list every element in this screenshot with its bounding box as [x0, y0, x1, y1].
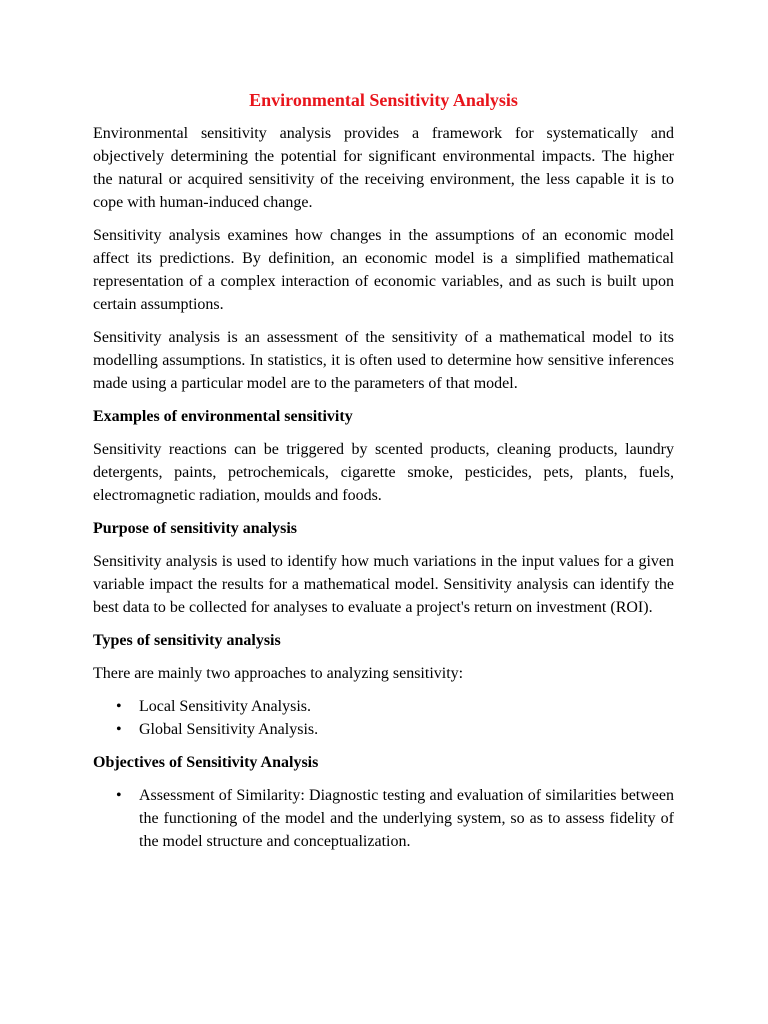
bullet-icon: • [116, 698, 122, 715]
list-item-text: Global Sensitivity Analysis. [139, 721, 319, 738]
list-item [93, 695, 674, 718]
list-item [93, 784, 674, 853]
bullet-icon: • [116, 721, 122, 738]
section-heading-types: Types of sensitivity analysis [93, 632, 281, 649]
document-page [93, 88, 674, 863]
section-heading-objectives: Objectives of Sensitivity Analysis [93, 754, 319, 771]
list-item-text: Local Sensitivity Analysis. [139, 698, 311, 715]
section-heading-purpose: Purpose of sensitivity analysis [93, 520, 298, 537]
intro-paragraph: Environmental sensitivity analysis provides a framework for systematically and objectively determining the potential for significant environmental impacts. The higher the natural or acquired sensitivity of the receiving environment, the less capable it is to cope with human-induced change. [93, 125, 674, 211]
list-item-text: Assessment of Similarity: Diagnostic testing and evaluation of similarities between the functioning of the model and the underlying system, so as to assess fidelity of the model structure and conceptualization. [139, 787, 674, 850]
section-paragraph-types: There are mainly two approaches to analyzing sensitivity: [93, 665, 464, 682]
section-heading-examples: Examples of environmental sensitivity [93, 408, 353, 425]
types-bullet-list [93, 695, 674, 741]
objectives-bullet-list [93, 784, 674, 853]
intro-paragraph: Sensitivity analysis is an assessment of the sensitivity of a mathematical model to its modelling assumptions. In statistics, it is often used to determine how sensitive inferences made using a particular model are to the parameters of that model. [93, 329, 674, 392]
section-paragraph-purpose: Sensitivity analysis is used to identify how much variations in the input values for a given variable impact the results for a mathematical model. Sensitivity analysis can identify the best data to be collected for analyses to evaluate a project's return on investment (ROI). [93, 553, 674, 616]
bullet-icon: • [116, 787, 122, 804]
document-title: Environmental Sensitivity Analysis [249, 90, 518, 110]
section-paragraph-examples: Sensitivity reactions can be triggered by scented products, cleaning products, laundry detergents, paints, petrochemicals, cigarette smoke, pesticides, pets, plants, fuels, electromagnetic radiation, moulds and foods. [93, 441, 674, 504]
intro-paragraph: Sensitivity analysis examines how changes in the assumptions of an economic model affect its predictions. By definition, an economic model is a simplified mathematical representation of a complex interaction of economic variables, and as such is built upon certain assumptions. [93, 227, 674, 313]
list-item [93, 718, 674, 741]
